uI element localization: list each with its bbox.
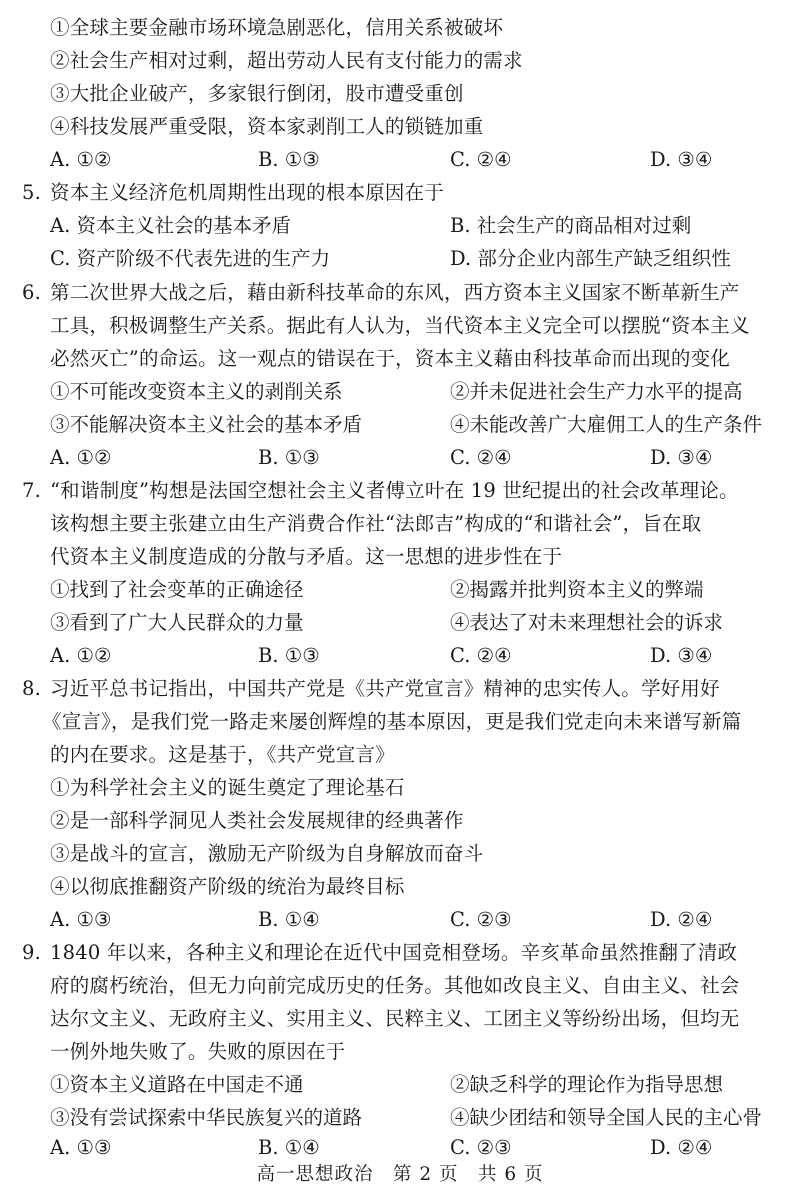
q8-option-b: B. ①④ (258, 908, 320, 931)
q9-statement-1: ①资本主义道路在中国走不通 (50, 1073, 304, 1096)
q9-stem-line-4: 一例外地失败了。失败的原因在于 (50, 1040, 346, 1063)
q8-stem-text-1: 习近平总书记指出，中国共产党是《共产党宣言》精神的忠实传人。学好用好 (50, 677, 720, 700)
q4-option-b: B. ①③ (258, 148, 320, 171)
q4-option-d: D. ③④ (650, 148, 713, 171)
q9-option-b: B. ①④ (258, 1136, 320, 1159)
q6-statement-2: ②并未促进社会生产力水平的提高 (450, 380, 743, 403)
q7-option-a: A. ①② (50, 644, 112, 667)
q7-option-c: C. ②④ (450, 644, 512, 667)
q9-statement-4: ④缺少团结和领导全国人民的主心骨 (450, 1106, 763, 1129)
q8-option-a: A. ①③ (50, 908, 112, 931)
q6-number: 6. (22, 281, 42, 304)
q4-statement-4: ④科技发展严重受限，资本家剥削工人的锁链加重 (50, 115, 484, 138)
q7-statement-2: ②揭露并批判资本主义的弊端 (450, 578, 704, 601)
q5-option-a: A. 资本主义社会的基本矛盾 (50, 214, 291, 237)
q9-stem-line-2: 府的腐朽统治，但无力向前完成历史的任务。其他如改良主义、自由主义、社会 (50, 974, 740, 997)
q9-stem-text-1: 1840 年以来，各种主义和理论在近代中国竞相登场。辛亥革命虽然推翻了清政 (50, 941, 738, 964)
q7-stem-line-2: 该构想主要主张建立由生产消费合作社“法郎吉”构成的“和谐社会”，旨在取 (50, 512, 702, 535)
q6-stem-line-1 (22, 281, 740, 305)
q7-stem-line-3: 代资本主义制度造成的分散与矛盾。这一思想的进步性在于 (50, 545, 563, 568)
q6-stem-line-2: 工具，积极调整生产关系。据此有人认为，当代资本主义完全可以摆脱“资本主义 (50, 314, 750, 337)
q7-statement-3: ③看到了广大人民群众的力量 (50, 611, 304, 634)
q8-number: 8. (22, 677, 42, 700)
q9-statement-2: ②缺乏科学的理论作为指导思想 (450, 1073, 724, 1096)
q5-number: 5. (22, 181, 42, 204)
q7-option-d: D. ③④ (650, 644, 713, 667)
q8-statement-1: ①为科学社会主义的诞生奠定了理论基石 (50, 776, 405, 799)
q6-option-c: C. ②④ (450, 446, 512, 469)
q9-stem-line-3: 达尔文主义、无政府主义、实用主义、民粹主义、工团主义等纷纷出场，但均无 (50, 1007, 740, 1030)
q6-statement-4: ④未能改善广大雇佣工人的生产条件 (450, 413, 763, 436)
q6-option-b: B. ①③ (258, 446, 320, 469)
q6-statement-3: ③不能解决资本主义社会的基本矛盾 (50, 413, 363, 436)
q8-stem-line-1 (22, 677, 720, 701)
q8-statement-4: ④以彻底推翻资产阶级的统治为最终目标 (50, 875, 405, 898)
q7-number: 7. (22, 479, 42, 502)
q4-option-a: A. ①② (50, 148, 112, 171)
q5-stem (22, 181, 444, 205)
q6-stem-line-3: 必然灭亡”的命运。这一观点的错误在于，资本主义藉由科技革命而出现的变化 (50, 347, 730, 370)
q8-stem-line-2: 《宣言》，是我们党一路走来屡创辉煌的基本原因，更是我们党走向未来谱写新篇 (42, 710, 742, 733)
q9-number: 9. (22, 941, 42, 964)
q5-stem-text: 资本主义经济危机周期性出现的根本原因在于 (50, 181, 445, 204)
q8-option-c: C. ②③ (450, 908, 512, 931)
q5-option-b: B. 社会生产的商品相对过剩 (450, 214, 692, 237)
q9-option-d: D. ②④ (650, 1136, 713, 1159)
q6-option-d: D. ③④ (650, 446, 713, 469)
q8-statement-2: ②是一部科学洞见人类社会发展规律的经典著作 (50, 809, 464, 832)
q6-option-a: A. ①② (50, 446, 112, 469)
q7-stem-text-1: “和谐制度”构想是法国空想社会主义者傅立叶在 19 世纪提出的社会改革理论。 (50, 479, 739, 502)
q7-option-b: B. ①③ (258, 644, 320, 667)
q9-statement-3: ③没有尝试探索中华民族复兴的道路 (50, 1106, 363, 1129)
q4-statement-1: ①全球主要金融市场环境急剧恶化，信用关系被破坏 (50, 16, 504, 39)
q6-stem-text-1: 第二次世界大战之后，藉由新科技革命的东风，西方资本主义国家不断革新生产 (50, 281, 740, 304)
q8-stem-line-3: 的内在要求。这是基于，《共产党宣言》 (50, 743, 395, 766)
q6-statement-1: ①不可能改变资本主义的剥削关系 (50, 380, 343, 403)
q7-statement-1: ①找到了社会变革的正确途径 (50, 578, 304, 601)
q4-statement-3: ③大批企业破产，多家银行倒闭，股市遭受重创 (50, 82, 464, 105)
q5-option-c: C. 资产阶级不代表先进的生产力 (50, 247, 331, 270)
q4-option-c: C. ②④ (450, 148, 512, 171)
q9-option-a: A. ①③ (50, 1136, 112, 1159)
q4-statement-2: ②社会生产相对过剩，超出劳动人民有支付能力的需求 (50, 49, 523, 72)
q9-option-c: C. ②③ (450, 1136, 512, 1159)
q5-option-d: D. 部分企业内部生产缺乏组织性 (450, 247, 731, 270)
q8-statement-3: ③是战斗的宣言，激励无产阶级为自身解放而奋斗 (50, 842, 484, 865)
q9-stem-line-1 (22, 941, 737, 965)
q7-statement-4: ④表达了对未来理想社会的诉求 (450, 611, 724, 634)
q8-option-d: D. ②④ (650, 908, 713, 931)
q7-stem-line-1 (22, 479, 739, 503)
page-footer: 高一思想政治 第 2 页 共 6 页 (256, 1164, 544, 1185)
